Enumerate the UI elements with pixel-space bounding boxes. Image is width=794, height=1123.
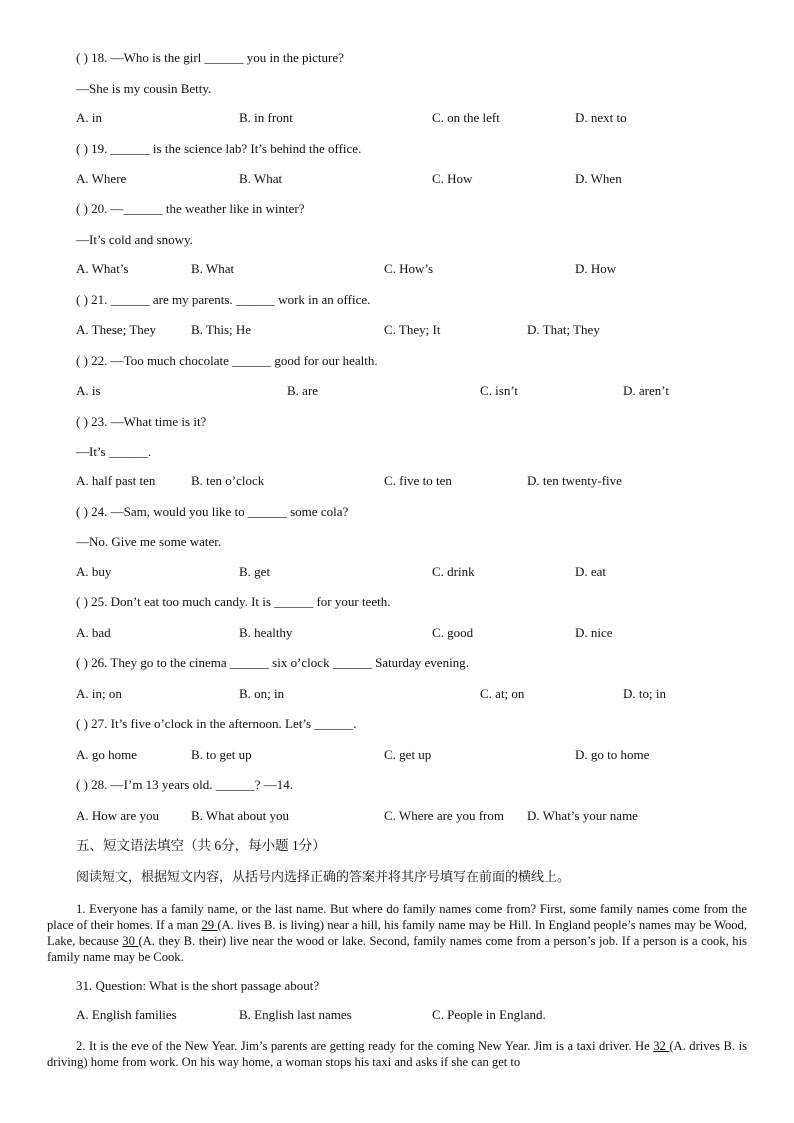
option-c: C. good	[432, 625, 474, 640]
question-20-response: —It’s cold and snowy.	[76, 232, 193, 247]
option-c: C. isn’t	[480, 383, 519, 398]
option-c: C. on the left	[432, 110, 500, 125]
blank-32: 32	[653, 1039, 670, 1053]
passage-2-text-1: 2. It is the eve of the New Year. Jim’s parents are getting ready for the coming New Year. Jim is a taxi driver. He	[76, 1039, 654, 1053]
question-19-stem: ( ) 19. ______ is the science lab? It’s behind the office.	[76, 141, 362, 156]
passage-1-text-3: (A. they B. their) live near the wood or lake. Second, family names come from a person’s job. If a person is a cook, his family name may be Cook.	[47, 934, 747, 964]
option-a: A. in	[76, 110, 102, 125]
question-26-stem: ( ) 26. They go to the cinema ______ six o’clock ______ Saturday evening.	[76, 655, 469, 670]
option-a: A. bad	[76, 625, 111, 640]
option-c: C. get up	[384, 747, 432, 762]
option-a: A. in; on	[76, 686, 122, 701]
passage-1-text-1: 1. Everyone has a family name, or the last name. But where do family names come from? First, some family names come from the place of their homes. If a man	[47, 902, 747, 932]
option-d: D. aren’t	[623, 383, 669, 398]
question-24-response: —No. Give me some water.	[76, 534, 222, 549]
option-c: C. five to ten	[384, 473, 452, 488]
section-title: 五、短文语法填空（共 6分，每小题 1分）	[76, 838, 326, 853]
passage-2-text-2: (A. drives B. is driving) home from work. On his way home, a woman stops his taxi and asks if she can get to	[47, 1039, 748, 1069]
blank-30: 30	[122, 934, 139, 948]
section-instruction: 阅读短文，根据短文内容，从括号内选择正确的答案并将其序号填写在前面的横线上。	[76, 869, 571, 884]
option-b: B. What	[239, 171, 283, 186]
option-a: A. English families	[76, 1007, 177, 1022]
question-28-stem: ( ) 28. —I’m 13 years old. ______? —14.	[76, 777, 293, 792]
option-d: D. next to	[575, 110, 627, 125]
option-b: B. to get up	[191, 747, 252, 762]
option-c: C. People in England.	[432, 1007, 546, 1022]
passage-2	[47, 1038, 747, 1070]
passage-1-text-2: (A. lives B. is living) near a hill, his family name may be Hill. In England people’s names may be Wood, Lake, because	[47, 918, 748, 948]
question-20-stem: ( ) 20. —______ the weather like in winter?	[76, 201, 305, 216]
option-c: C. They; It	[384, 322, 441, 337]
option-b: B. on; in	[239, 686, 285, 701]
blank-29: 29	[201, 918, 218, 932]
option-a: A. is	[76, 383, 101, 398]
question-25-stem: ( ) 25. Don’t eat too much candy. It is ______ for your teeth.	[76, 594, 391, 609]
question-23-response: —It’s ______.	[76, 444, 152, 459]
option-a: A. What’s	[76, 261, 129, 276]
option-d: D. ten twenty-five	[527, 473, 622, 488]
option-d: D. nice	[575, 625, 613, 640]
option-c: C. How	[432, 171, 473, 186]
option-a: A. How are you	[76, 808, 160, 823]
option-a: A. These; They	[76, 322, 157, 337]
question-27-stem: ( ) 27. It’s five o’clock in the afternoon. Let’s ______.	[76, 716, 357, 731]
option-c: C. at; on	[480, 686, 525, 701]
option-a: A. buy	[76, 564, 112, 579]
option-d: D. When	[575, 171, 622, 186]
passage-1	[47, 901, 747, 965]
option-d: D. How	[575, 261, 617, 276]
option-c: C. How’s	[384, 261, 434, 276]
option-a: A. go home	[76, 747, 138, 762]
question-23-stem: ( ) 23. —What time is it?	[76, 414, 207, 429]
option-d: D. go to home	[575, 747, 650, 762]
option-b: B. What about you	[191, 808, 289, 823]
option-a: A. half past ten	[76, 473, 156, 488]
option-b: B. English last names	[239, 1007, 352, 1022]
question-31-stem: 31. Question: What is the short passage about?	[76, 978, 320, 993]
question-21-stem: ( ) 21. ______ are my parents. ______ work in an office.	[76, 292, 371, 307]
question-18-response: —She is my cousin Betty.	[76, 81, 212, 96]
option-b: B. healthy	[239, 625, 293, 640]
question-22-stem: ( ) 22. —Too much chocolate ______ good for our health.	[76, 353, 378, 368]
option-b: B. in front	[239, 110, 293, 125]
option-b: B. ten o’clock	[191, 473, 265, 488]
option-d: D. What’s your name	[527, 808, 638, 823]
option-c: C. Where are you from	[384, 808, 504, 823]
question-24-stem: ( ) 24. —Sam, would you like to ______ some cola?	[76, 504, 349, 519]
option-b: B. get	[239, 564, 271, 579]
question-18-stem: ( ) 18. —Who is the girl ______ you in the picture?	[76, 50, 344, 65]
option-b: B. What	[191, 261, 235, 276]
option-a: A. Where	[76, 171, 127, 186]
option-b: B. are	[287, 383, 319, 398]
option-c: C. drink	[432, 564, 475, 579]
option-d: D. eat	[575, 564, 607, 579]
option-b: B. This; He	[191, 322, 252, 337]
option-d: D. That; They	[527, 322, 600, 337]
option-d: D. to; in	[623, 686, 666, 701]
